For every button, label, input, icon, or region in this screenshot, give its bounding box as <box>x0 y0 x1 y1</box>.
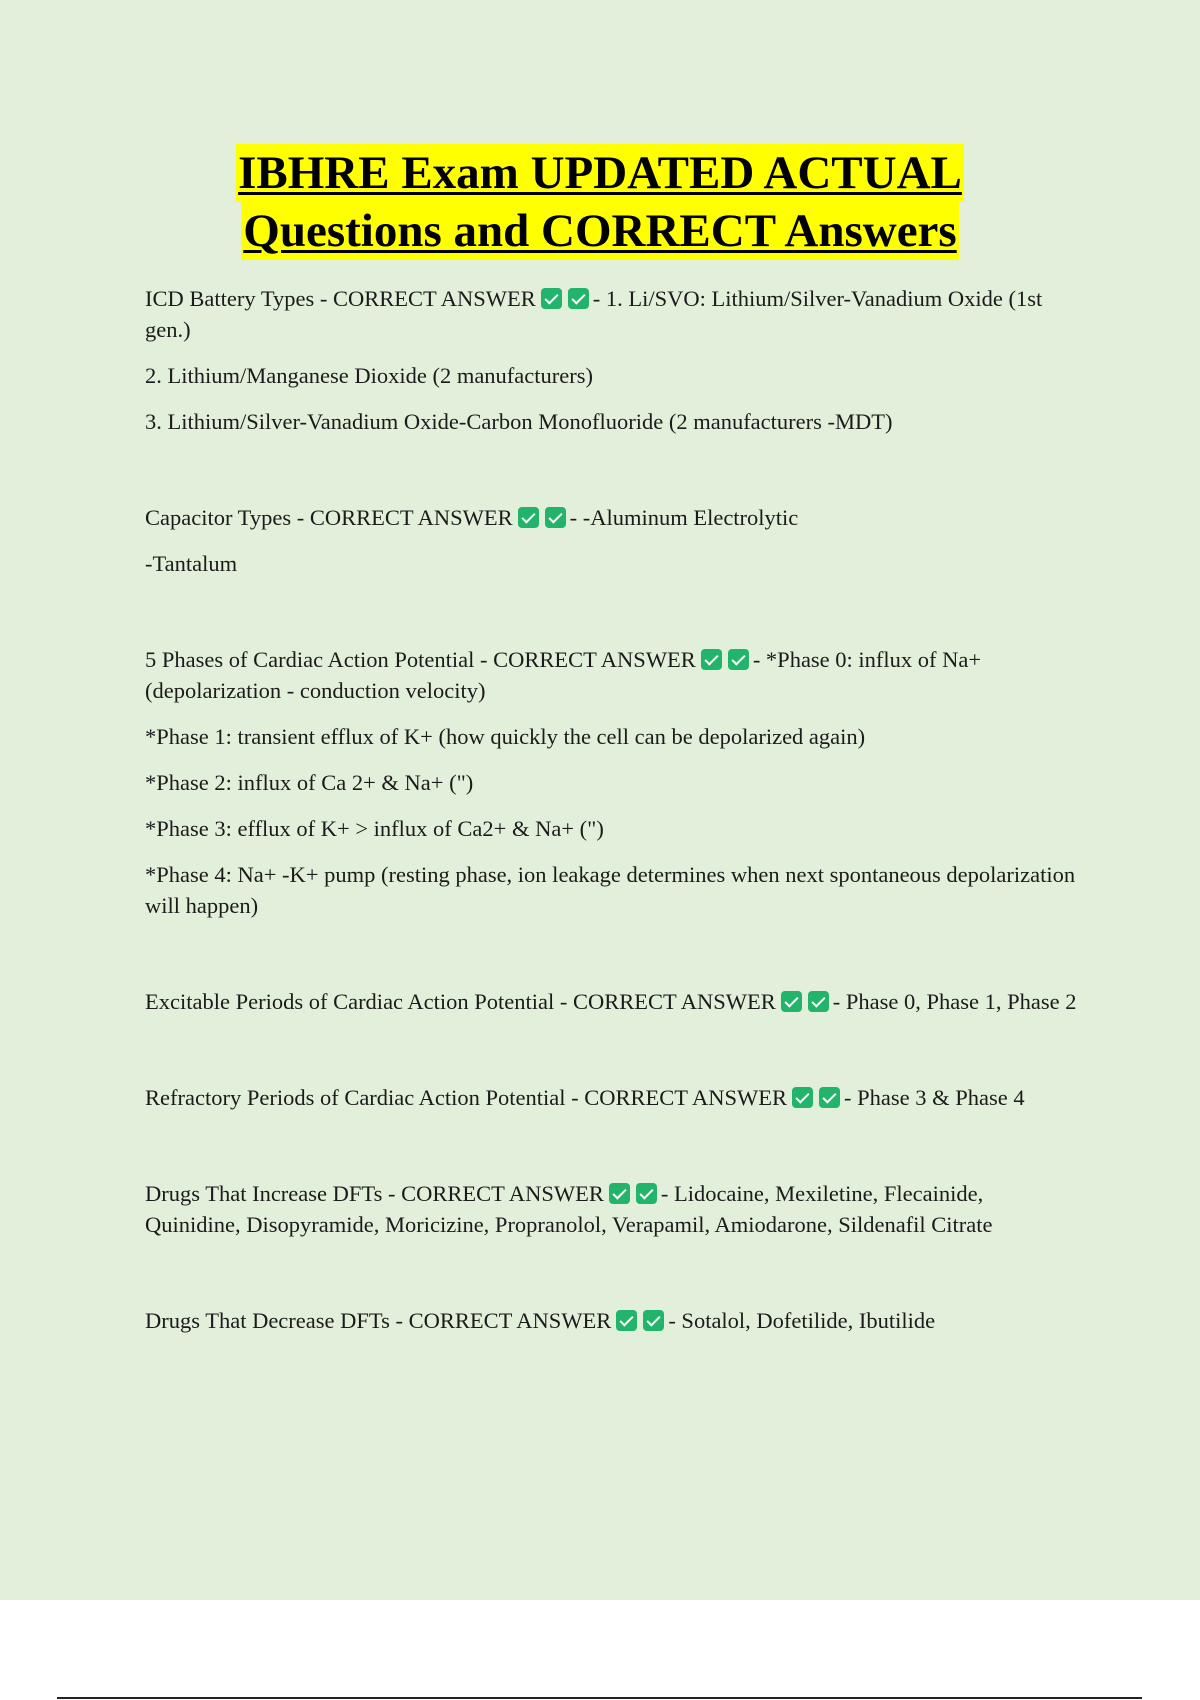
qa-first-line <box>145 644 1080 706</box>
section-gap <box>145 1128 1080 1178</box>
check-box-icon <box>616 1310 637 1331</box>
qa-item <box>145 986 1080 1017</box>
answer-text: - -Aluminum Electrolytic <box>569 505 799 530</box>
question-text: Excitable Periods of Cardiac Action Potential - <box>145 989 574 1014</box>
answer-text: - Sotalol, Dofetilide, Ibutilide <box>668 1308 936 1333</box>
qa-first-line <box>145 502 1080 533</box>
qa-item <box>145 1178 1080 1240</box>
section-gap <box>145 1032 1080 1082</box>
check-box-icon <box>568 288 589 309</box>
footer-divider <box>57 1697 1142 1699</box>
question-text: Capacitor Types - <box>145 505 310 530</box>
check-box-icon <box>781 991 802 1012</box>
section-gap <box>145 594 1080 644</box>
correct-answer-label: CORRECT ANSWER <box>309 505 513 530</box>
check-box-icon <box>545 507 566 528</box>
qa-first-line <box>145 1082 1080 1113</box>
answer-line: *Phase 3: efflux of K+ > influx of Ca2+ & Na+ (") <box>145 816 604 841</box>
question-text: ICD Battery Types - <box>145 286 333 311</box>
check-box-icon <box>792 1087 813 1108</box>
answer-line: *Phase 4: Na+ -K+ pump (resting phase, ion leakage determines when next spontaneous depolarization will happen) <box>145 862 1076 918</box>
check-box-icon <box>609 1183 630 1204</box>
answer-text: - Phase 0, Phase 1, Phase 2 <box>832 989 1077 1014</box>
question-text: Drugs That Decrease DFTs - <box>145 1308 409 1333</box>
question-text: Refractory Periods of Cardiac Action Potential - <box>145 1085 585 1110</box>
question-text: 5 Phases of Cardiac Action Potential - <box>145 647 494 672</box>
section-gap <box>145 1255 1080 1305</box>
answer-line: *Phase 2: influx of Ca 2+ & Na+ (") <box>145 770 474 795</box>
qa-item <box>145 502 1080 579</box>
qa-item <box>145 1305 1080 1336</box>
check-box-icon <box>541 288 562 309</box>
answer-text: - Lidocaine, Mexiletine, Flecainide, Quinidine, Disopyramide, Moricizine, Propranolol, Verapamil, Amiodarone, Sildenafil Citrate <box>145 1181 993 1237</box>
correct-answer-label: CORRECT ANSWER <box>332 286 536 311</box>
check-box-icon <box>728 649 749 670</box>
answer-line: *Phase 1: transient efflux of K+ (how quickly the cell can be depolarized again) <box>145 724 866 749</box>
correct-answer-label: CORRECT ANSWER <box>493 647 696 672</box>
qa-first-line <box>145 1178 1080 1240</box>
check-box-icon <box>808 991 829 1012</box>
qa-first-line <box>145 1305 1080 1336</box>
check-box-icon <box>701 649 722 670</box>
answer-line: -Tantalum <box>145 551 238 576</box>
answer-line: 3. Lithium/Silver-Vanadium Oxide-Carbon Monofluoride (2 manufacturers -MDT) <box>145 409 893 434</box>
page-title <box>0 144 1200 260</box>
section-gap <box>145 936 1080 986</box>
answer-text: - 1. Li/SVO: Lithium/Silver-Vanadium Oxide (1st gen.) <box>145 286 1043 342</box>
check-box-icon <box>643 1310 664 1331</box>
qa-item <box>145 644 1080 921</box>
qa-item <box>145 283 1080 437</box>
correct-answer-label: CORRECT ANSWER <box>584 1085 788 1110</box>
question-text: Drugs That Increase DFTs - <box>145 1181 402 1206</box>
qa-first-line <box>145 986 1080 1017</box>
check-box-icon <box>636 1183 657 1204</box>
check-box-icon <box>819 1087 840 1108</box>
qa-list <box>145 283 1080 1351</box>
qa-item <box>145 1082 1080 1113</box>
correct-answer-label: CORRECT ANSWER <box>573 989 776 1014</box>
correct-answer-label: CORRECT ANSWER <box>401 1181 604 1206</box>
check-box-icon <box>518 507 539 528</box>
section-gap <box>145 452 1080 502</box>
title-line-2: Questions and CORRECT Answers <box>241 202 958 260</box>
answer-text: - Phase 3 & Phase 4 <box>844 1085 1025 1110</box>
qa-first-line <box>145 283 1080 345</box>
answer-text: - *Phase 0: influx of Na+ (depolarization - conduction velocity) <box>145 647 982 703</box>
answer-line: 2. Lithium/Manganese Dioxide (2 manufacturers) <box>145 363 593 388</box>
title-line-1: IBHRE Exam UPDATED ACTUAL <box>236 144 964 202</box>
correct-answer-label: CORRECT ANSWER <box>408 1308 612 1333</box>
